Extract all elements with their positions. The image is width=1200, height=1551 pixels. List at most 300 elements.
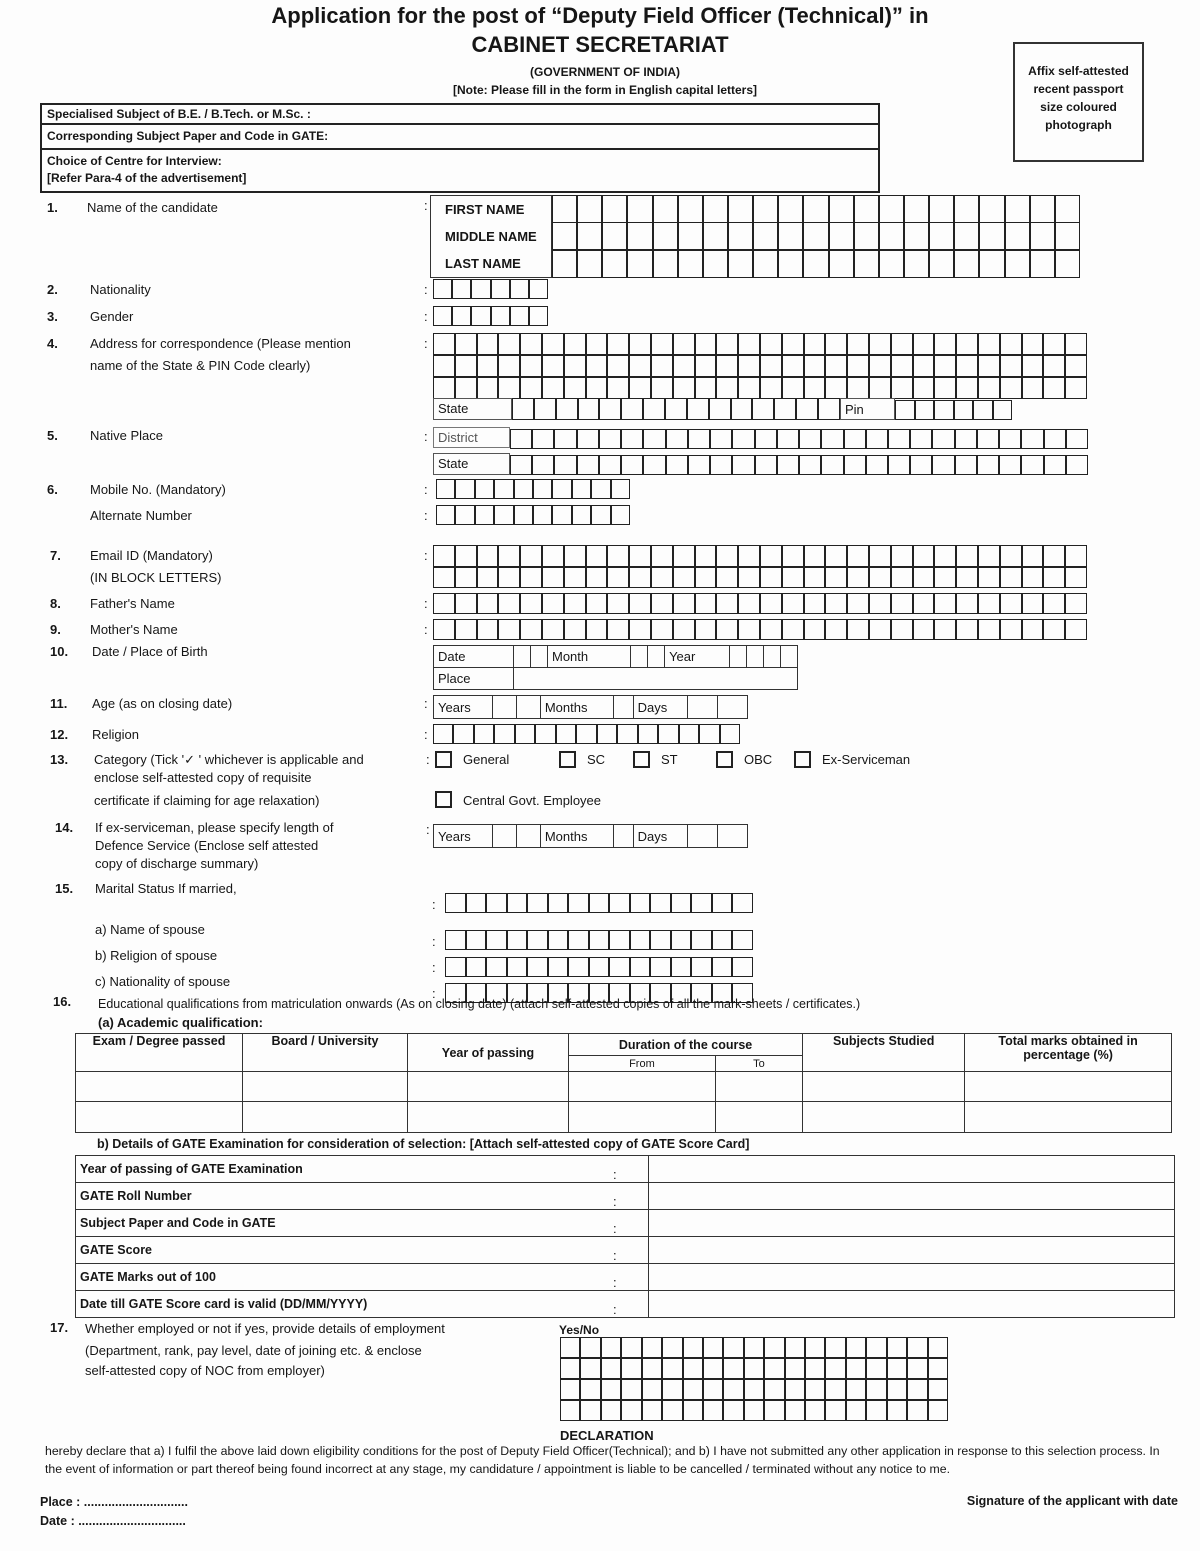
place-input[interactable] <box>514 668 798 690</box>
character-box[interactable] <box>587 356 609 376</box>
character-box[interactable] <box>1066 378 1086 398</box>
character-box[interactable] <box>643 1401 663 1420</box>
character-box[interactable] <box>1006 251 1031 277</box>
character-box[interactable] <box>713 958 734 976</box>
character-box[interactable] <box>495 480 514 498</box>
character-box[interactable] <box>1022 430 1044 448</box>
character-box[interactable] <box>753 399 775 419</box>
marital-status-input[interactable] <box>445 893 753 913</box>
character-box[interactable] <box>1023 620 1045 639</box>
character-box[interactable] <box>663 1401 683 1420</box>
character-box[interactable] <box>672 894 693 912</box>
character-box[interactable] <box>600 430 622 448</box>
character-box[interactable] <box>561 1401 581 1420</box>
character-box[interactable] <box>672 958 693 976</box>
character-box[interactable] <box>892 378 914 398</box>
character-box[interactable] <box>830 251 855 277</box>
first-name-input[interactable] <box>552 195 1080 223</box>
character-box[interactable] <box>1001 594 1023 613</box>
character-box[interactable] <box>805 594 827 613</box>
character-box[interactable] <box>905 251 930 277</box>
character-box[interactable] <box>957 546 979 566</box>
character-box[interactable] <box>608 620 630 639</box>
table-row[interactable] <box>76 1102 1172 1133</box>
character-box[interactable] <box>806 1380 826 1399</box>
character-box[interactable] <box>979 378 1001 398</box>
table-row[interactable] <box>76 1183 1175 1210</box>
character-box[interactable] <box>704 1380 724 1399</box>
character-box[interactable] <box>663 1359 683 1378</box>
character-box[interactable] <box>761 568 783 587</box>
table-row[interactable] <box>76 1264 1175 1291</box>
character-box[interactable] <box>608 594 630 613</box>
character-box[interactable] <box>652 378 674 398</box>
character-box[interactable] <box>804 223 829 249</box>
character-box[interactable] <box>569 931 590 949</box>
native-state-input[interactable] <box>510 455 1088 475</box>
character-box[interactable] <box>933 430 955 448</box>
character-box[interactable] <box>800 430 822 448</box>
character-box[interactable] <box>867 1338 887 1357</box>
character-box[interactable] <box>587 334 609 354</box>
character-box[interactable] <box>467 931 488 949</box>
character-box[interactable] <box>880 223 905 249</box>
character-box[interactable] <box>1067 430 1087 448</box>
character-box[interactable] <box>499 378 521 398</box>
character-box[interactable] <box>543 356 565 376</box>
character-box[interactable] <box>826 356 848 376</box>
character-box[interactable] <box>855 223 880 249</box>
character-box[interactable] <box>674 378 696 398</box>
character-box[interactable] <box>692 958 713 976</box>
character-box[interactable] <box>822 430 844 448</box>
character-box[interactable] <box>587 378 609 398</box>
character-box[interactable] <box>933 456 955 474</box>
character-box[interactable] <box>639 725 659 743</box>
character-box[interactable] <box>889 456 911 474</box>
character-box[interactable] <box>530 280 547 298</box>
character-box[interactable] <box>908 1359 928 1378</box>
character-box[interactable] <box>739 334 761 354</box>
character-box[interactable] <box>535 399 557 419</box>
character-box[interactable] <box>543 620 565 639</box>
character-box[interactable] <box>930 196 955 222</box>
character-box[interactable] <box>867 1401 887 1420</box>
character-box[interactable] <box>905 196 930 222</box>
character-box[interactable] <box>643 1380 663 1399</box>
employment-line-1[interactable] <box>560 1337 948 1358</box>
character-box[interactable] <box>565 356 587 376</box>
character-box[interactable] <box>830 196 855 222</box>
character-box[interactable] <box>630 594 652 613</box>
character-box[interactable] <box>1001 568 1023 587</box>
mobile-input[interactable] <box>436 479 630 499</box>
character-box[interactable] <box>630 356 652 376</box>
table-row[interactable] <box>76 1291 1175 1318</box>
character-box[interactable] <box>848 334 870 354</box>
character-box[interactable] <box>495 506 514 524</box>
general-checkbox[interactable] <box>435 751 452 768</box>
character-box[interactable] <box>515 506 534 524</box>
character-box[interactable] <box>630 568 652 587</box>
character-box[interactable] <box>643 1359 663 1378</box>
character-box[interactable] <box>555 456 577 474</box>
character-box[interactable] <box>577 725 597 743</box>
character-box[interactable] <box>1066 568 1086 587</box>
character-box[interactable] <box>663 1338 683 1357</box>
character-box[interactable] <box>521 334 543 354</box>
character-box[interactable] <box>848 378 870 398</box>
table-row[interactable] <box>76 1072 1172 1102</box>
character-box[interactable] <box>733 456 755 474</box>
character-box[interactable] <box>499 568 521 587</box>
character-box[interactable] <box>581 1359 601 1378</box>
character-box[interactable] <box>478 378 500 398</box>
character-box[interactable] <box>453 307 472 325</box>
character-box[interactable] <box>845 430 867 448</box>
character-box[interactable] <box>957 356 979 376</box>
character-box[interactable] <box>908 1401 928 1420</box>
character-box[interactable] <box>631 894 652 912</box>
character-box[interactable] <box>644 456 666 474</box>
character-box[interactable] <box>581 1401 601 1420</box>
character-box[interactable] <box>778 430 800 448</box>
character-box[interactable] <box>434 280 453 298</box>
character-box[interactable] <box>1066 594 1086 613</box>
character-box[interactable] <box>978 430 1000 448</box>
character-box[interactable] <box>590 931 611 949</box>
character-box[interactable] <box>511 280 530 298</box>
character-box[interactable] <box>631 931 652 949</box>
character-box[interactable] <box>979 620 1001 639</box>
character-box[interactable] <box>659 725 679 743</box>
character-box[interactable] <box>1031 223 1056 249</box>
character-box[interactable] <box>935 594 957 613</box>
character-box[interactable] <box>892 568 914 587</box>
character-box[interactable] <box>446 931 467 949</box>
character-box[interactable] <box>456 334 478 354</box>
character-box[interactable] <box>955 401 975 419</box>
character-box[interactable] <box>628 223 653 249</box>
character-box[interactable] <box>754 251 779 277</box>
character-box[interactable] <box>717 378 739 398</box>
character-box[interactable] <box>956 430 978 448</box>
character-box[interactable] <box>739 594 761 613</box>
character-box[interactable] <box>553 506 572 524</box>
character-box[interactable] <box>979 334 1001 354</box>
character-box[interactable] <box>745 1338 765 1357</box>
character-box[interactable] <box>492 280 511 298</box>
character-box[interactable] <box>513 399 535 419</box>
character-box[interactable] <box>888 1380 908 1399</box>
character-box[interactable] <box>1056 251 1079 277</box>
character-box[interactable] <box>724 1338 744 1357</box>
nationality-input[interactable] <box>433 279 548 299</box>
pin-input[interactable] <box>895 400 1012 420</box>
character-box[interactable] <box>979 546 1001 566</box>
character-box[interactable] <box>674 594 696 613</box>
character-box[interactable] <box>1022 456 1044 474</box>
character-box[interactable] <box>733 958 752 976</box>
character-box[interactable] <box>602 1359 622 1378</box>
character-box[interactable] <box>914 594 936 613</box>
character-box[interactable] <box>437 506 456 524</box>
character-box[interactable] <box>826 594 848 613</box>
character-box[interactable] <box>805 356 827 376</box>
character-box[interactable] <box>826 1401 846 1420</box>
sc-checkbox[interactable] <box>559 751 576 768</box>
character-box[interactable] <box>935 401 955 419</box>
character-box[interactable] <box>739 620 761 639</box>
character-box[interactable] <box>600 456 622 474</box>
character-box[interactable] <box>721 725 739 743</box>
character-box[interactable] <box>1031 196 1056 222</box>
character-box[interactable] <box>957 594 979 613</box>
spouse-religion-input[interactable] <box>445 957 753 977</box>
character-box[interactable] <box>630 334 652 354</box>
character-box[interactable] <box>756 456 778 474</box>
character-box[interactable] <box>704 223 729 249</box>
character-box[interactable] <box>456 568 478 587</box>
character-box[interactable] <box>806 1338 826 1357</box>
gate-paper-field[interactable]: Corresponding Subject Paper and Code in GATE: <box>40 125 880 150</box>
spouse-name-input[interactable] <box>445 930 753 950</box>
character-box[interactable] <box>543 334 565 354</box>
address-line-3[interactable] <box>433 377 1087 399</box>
character-box[interactable] <box>867 456 889 474</box>
place-field[interactable]: Place : .............................. <box>40 1495 188 1509</box>
character-box[interactable] <box>543 568 565 587</box>
character-box[interactable] <box>761 356 783 376</box>
character-box[interactable] <box>472 307 491 325</box>
character-box[interactable] <box>610 894 631 912</box>
character-box[interactable] <box>1044 594 1066 613</box>
character-box[interactable] <box>487 931 508 949</box>
character-box[interactable] <box>628 251 653 277</box>
character-box[interactable] <box>994 401 1012 419</box>
character-box[interactable] <box>804 251 829 277</box>
character-box[interactable] <box>1023 378 1045 398</box>
character-box[interactable] <box>652 334 674 354</box>
character-box[interactable] <box>434 620 456 639</box>
character-box[interactable] <box>733 430 755 448</box>
obc-checkbox[interactable] <box>716 751 733 768</box>
character-box[interactable] <box>855 251 880 277</box>
character-box[interactable] <box>516 725 536 743</box>
character-box[interactable] <box>521 594 543 613</box>
character-box[interactable] <box>511 456 533 474</box>
character-box[interactable] <box>618 725 638 743</box>
character-box[interactable] <box>739 546 761 566</box>
character-box[interactable] <box>957 620 979 639</box>
character-box[interactable] <box>543 594 565 613</box>
character-box[interactable] <box>478 356 500 376</box>
character-box[interactable] <box>598 725 618 743</box>
birth-date-table[interactable] <box>433 645 798 690</box>
character-box[interactable] <box>847 1359 867 1378</box>
character-box[interactable] <box>704 1401 724 1420</box>
character-box[interactable] <box>622 430 644 448</box>
photo-box[interactable] <box>1013 42 1144 162</box>
table-row[interactable] <box>76 1156 1175 1183</box>
character-box[interactable] <box>847 1380 867 1399</box>
character-box[interactable] <box>870 620 892 639</box>
character-box[interactable] <box>783 620 805 639</box>
character-box[interactable] <box>696 546 718 566</box>
character-box[interactable] <box>826 1338 846 1357</box>
character-box[interactable] <box>914 334 936 354</box>
character-box[interactable] <box>848 568 870 587</box>
character-box[interactable] <box>957 568 979 587</box>
character-box[interactable] <box>765 1380 785 1399</box>
character-box[interactable] <box>779 223 804 249</box>
character-box[interactable] <box>745 1401 765 1420</box>
character-box[interactable] <box>1023 594 1045 613</box>
character-box[interactable] <box>732 399 754 419</box>
character-box[interactable] <box>565 620 587 639</box>
character-box[interactable] <box>935 568 957 587</box>
character-box[interactable] <box>476 480 495 498</box>
character-box[interactable] <box>446 958 467 976</box>
character-box[interactable] <box>553 251 578 277</box>
character-box[interactable] <box>508 894 529 912</box>
character-box[interactable] <box>557 725 577 743</box>
character-box[interactable] <box>495 725 515 743</box>
character-box[interactable] <box>499 594 521 613</box>
character-box[interactable] <box>733 894 752 912</box>
character-box[interactable] <box>955 223 980 249</box>
character-box[interactable] <box>622 399 644 419</box>
character-box[interactable] <box>786 1380 806 1399</box>
character-box[interactable] <box>1023 546 1045 566</box>
religion-input[interactable] <box>433 724 740 744</box>
character-box[interactable] <box>652 356 674 376</box>
centre-choice-field[interactable] <box>40 150 880 193</box>
character-box[interactable] <box>1056 196 1079 222</box>
character-box[interactable] <box>696 334 718 354</box>
character-box[interactable] <box>663 1380 683 1399</box>
character-box[interactable] <box>467 894 488 912</box>
character-box[interactable] <box>476 506 495 524</box>
character-box[interactable] <box>888 1401 908 1420</box>
character-box[interactable] <box>914 620 936 639</box>
character-box[interactable] <box>521 620 543 639</box>
character-box[interactable] <box>783 594 805 613</box>
character-box[interactable] <box>779 251 804 277</box>
character-box[interactable] <box>651 931 672 949</box>
character-box[interactable] <box>783 378 805 398</box>
character-box[interactable] <box>892 334 914 354</box>
character-box[interactable] <box>565 594 587 613</box>
character-box[interactable] <box>935 356 957 376</box>
character-box[interactable] <box>612 480 629 498</box>
character-box[interactable] <box>434 546 456 566</box>
character-box[interactable] <box>711 456 733 474</box>
character-box[interactable] <box>1066 356 1086 376</box>
character-box[interactable] <box>754 223 779 249</box>
character-box[interactable] <box>845 456 867 474</box>
character-box[interactable] <box>786 1401 806 1420</box>
character-box[interactable] <box>487 894 508 912</box>
character-box[interactable] <box>733 931 752 949</box>
character-box[interactable] <box>680 725 700 743</box>
character-box[interactable] <box>1006 223 1031 249</box>
character-box[interactable] <box>711 430 733 448</box>
character-box[interactable] <box>888 1359 908 1378</box>
address-line-2[interactable] <box>433 355 1087 377</box>
character-box[interactable] <box>914 356 936 376</box>
character-box[interactable] <box>765 1401 785 1420</box>
character-box[interactable] <box>911 430 933 448</box>
alternate-number-input[interactable] <box>436 505 630 525</box>
character-box[interactable] <box>565 378 587 398</box>
character-box[interactable] <box>870 356 892 376</box>
character-box[interactable] <box>783 568 805 587</box>
character-box[interactable] <box>905 223 930 249</box>
character-box[interactable] <box>786 1359 806 1378</box>
character-box[interactable] <box>1001 620 1023 639</box>
character-box[interactable] <box>536 725 556 743</box>
character-box[interactable] <box>456 378 478 398</box>
age-table[interactable] <box>433 695 748 719</box>
character-box[interactable] <box>478 546 500 566</box>
character-box[interactable] <box>543 546 565 566</box>
character-box[interactable] <box>935 546 957 566</box>
character-box[interactable] <box>528 958 549 976</box>
character-box[interactable] <box>822 456 844 474</box>
character-box[interactable] <box>930 223 955 249</box>
character-box[interactable] <box>434 307 453 325</box>
character-box[interactable] <box>704 1359 724 1378</box>
character-box[interactable] <box>870 334 892 354</box>
character-box[interactable] <box>561 1380 581 1399</box>
character-box[interactable] <box>1023 568 1045 587</box>
character-box[interactable] <box>533 456 555 474</box>
character-box[interactable] <box>935 334 957 354</box>
character-box[interactable] <box>826 1380 846 1399</box>
character-box[interactable] <box>674 546 696 566</box>
character-box[interactable] <box>521 568 543 587</box>
character-box[interactable] <box>692 931 713 949</box>
character-box[interactable] <box>600 399 622 419</box>
character-box[interactable] <box>684 1380 704 1399</box>
table-row[interactable] <box>76 1237 1175 1264</box>
character-box[interactable] <box>783 334 805 354</box>
character-box[interactable] <box>826 546 848 566</box>
character-box[interactable] <box>955 251 980 277</box>
character-box[interactable] <box>717 594 739 613</box>
character-box[interactable] <box>704 251 729 277</box>
character-box[interactable] <box>508 958 529 976</box>
character-box[interactable] <box>880 251 905 277</box>
character-box[interactable] <box>1044 334 1066 354</box>
character-box[interactable] <box>911 456 933 474</box>
character-box[interactable] <box>929 1401 947 1420</box>
character-box[interactable] <box>1056 223 1079 249</box>
character-box[interactable] <box>805 620 827 639</box>
character-box[interactable] <box>855 196 880 222</box>
father-name-input[interactable] <box>433 593 1087 614</box>
character-box[interactable] <box>870 378 892 398</box>
character-box[interactable] <box>979 594 1001 613</box>
character-box[interactable] <box>1001 356 1023 376</box>
character-box[interactable] <box>674 568 696 587</box>
character-box[interactable] <box>704 1338 724 1357</box>
character-box[interactable] <box>935 620 957 639</box>
character-box[interactable] <box>729 223 754 249</box>
character-box[interactable] <box>1000 430 1022 448</box>
character-box[interactable] <box>622 1359 642 1378</box>
